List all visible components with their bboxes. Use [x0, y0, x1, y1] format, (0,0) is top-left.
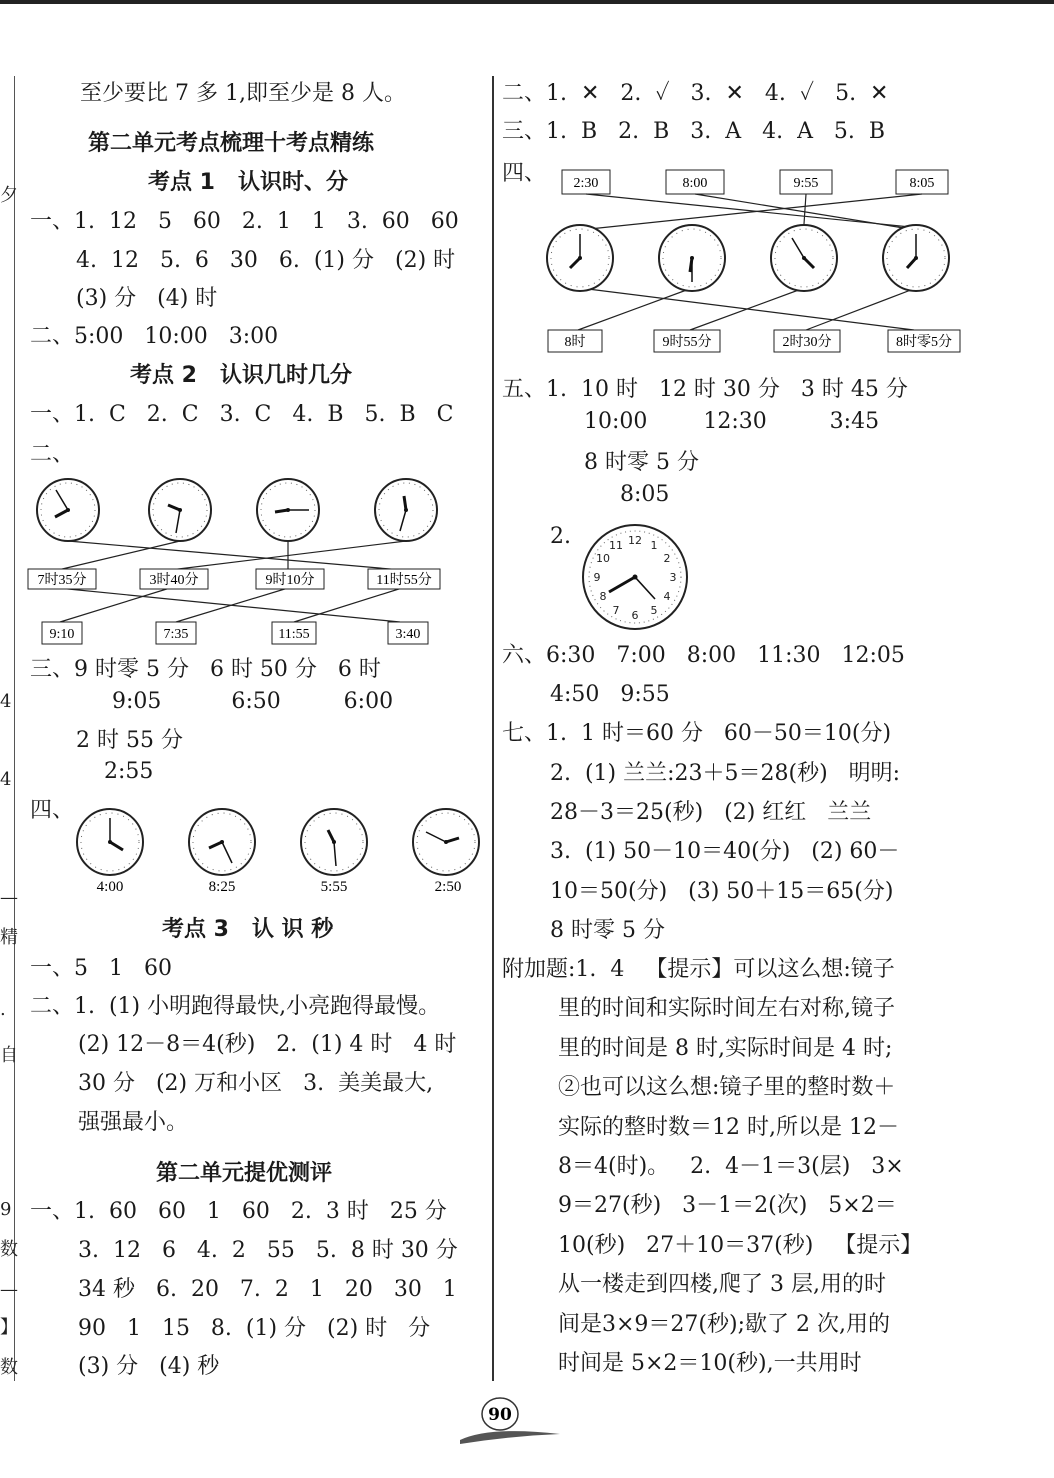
time-label: 9时55分	[662, 335, 712, 350]
clock-caption: 5:55	[320, 879, 348, 895]
answer-line: (3) 分 (4) 秒	[78, 1354, 220, 1379]
edge-fragment: 自	[0, 1045, 18, 1066]
svg-text:12: 12	[628, 534, 642, 547]
svg-text:8: 8	[599, 590, 607, 603]
answer-line: 2:55	[104, 759, 154, 784]
svg-text:4: 4	[663, 590, 671, 603]
answer-line: 三、9 时零 5 分 6 时 50 分 6 时	[30, 657, 381, 682]
answer-line: 二、1. ✕ 2. ✓ 3. ✕ 4. ✓ 5. ✕	[502, 81, 889, 106]
answer-line: 2. (1) 兰兰:23＋5＝28(秒) 明明:	[550, 761, 901, 786]
clock-icon	[149, 479, 211, 541]
clock-icon	[413, 809, 479, 875]
clock-matching-figure-right	[540, 168, 970, 358]
answer-line: 10(秒) 27＋10＝37(秒) 【提示】	[558, 1233, 923, 1258]
answer-line: 二、5:00 10:00 3:00	[30, 324, 279, 349]
svg-text:11: 11	[609, 539, 623, 552]
answer-line: (3) 分 (4) 时	[76, 286, 218, 311]
answer-line: 里的时间和实际时间左右对称,镜子	[558, 996, 895, 1021]
answer-line: 10:00 12:30 3:45	[584, 409, 880, 434]
answer-line: 8:05	[620, 482, 670, 507]
answer-line: 一、1. 12 5 60 2. 1 1 3. 60 60	[30, 209, 459, 234]
svg-text:5: 5	[650, 604, 658, 617]
edge-fragment: —	[0, 1279, 18, 1300]
time-label: 2:30	[573, 176, 599, 191]
answer-line: 4:50 9:55	[550, 682, 670, 707]
answer-line: ②也可以这么想:镜子里的整时数＋	[558, 1075, 896, 1100]
time-label: 7时35分	[37, 573, 87, 588]
answer-line: 10＝50(分) (3) 50＋15＝65(分)	[550, 879, 894, 904]
edge-fragment: 9	[0, 1199, 12, 1220]
answer-line: 二、1. (1) 小明跑得最快,小亮跑得最慢。	[30, 994, 441, 1019]
clock-icon	[189, 809, 255, 875]
svg-text:3: 3	[669, 571, 677, 584]
answer-line: 8＝4(时)。 2. 4－1＝3(层) 3×	[558, 1154, 904, 1179]
text-line: 至少要比 7 多 1,即至少是 8 人。	[80, 81, 406, 106]
edge-fragment: —	[0, 887, 18, 908]
svg-text:10: 10	[596, 552, 610, 565]
time-label: 7:35	[163, 627, 189, 642]
svg-text:2: 2	[663, 552, 671, 565]
answer-line: 二、	[30, 442, 75, 467]
time-label: 8:05	[909, 176, 935, 191]
time-label: 8时零5分	[896, 335, 952, 350]
answer-line: 34 秒 6. 20 7. 2 1 20 30 1	[78, 1277, 457, 1302]
clock-icon	[883, 225, 949, 291]
answer-line: 一、1. 60 60 1 60 2. 3 时 25 分	[30, 1199, 447, 1224]
clock-icon	[375, 479, 437, 541]
answer-line: 8 时零 5 分	[550, 918, 665, 943]
clock-caption: 8:25	[208, 879, 236, 895]
svg-text:7: 7	[612, 604, 620, 617]
top-edge-line	[0, 0, 1054, 4]
edge-fragment: 数	[0, 1239, 18, 1260]
answer-line: 一、1. C 2. C 3. C 4. B 5. B C	[30, 402, 454, 427]
drawn-clock-answer	[580, 522, 690, 632]
page-number-badge	[450, 1396, 570, 1452]
time-label: 9时10分	[265, 573, 315, 588]
time-label: 11:55	[278, 627, 310, 642]
answer-line: 时间是 5×2＝10(秒),一共用时	[558, 1351, 862, 1376]
answer-line: 4. 12 5. 6 30 6. (1) 分 (2) 时	[76, 248, 456, 273]
answer-line: 2.	[550, 524, 571, 549]
edge-fragment: 夕	[0, 185, 18, 206]
answer-line: 从一楼走到四楼,爬了 3 层,用的时	[558, 1272, 886, 1297]
clock-icon	[257, 479, 319, 541]
svg-text:6: 6	[631, 609, 639, 622]
answer-line: 四、	[502, 161, 547, 186]
clock-caption: 2:50	[434, 879, 462, 895]
edge-fragment: .	[0, 999, 6, 1020]
answer-line: 9:05 6:50 6:00	[112, 689, 394, 714]
answer-line: (2) 12－8＝4(秒) 2. (1) 4 时 4 时	[78, 1032, 457, 1057]
clock-icon	[77, 809, 143, 875]
section-heading: 第二单元考点梳理十考点精练	[88, 131, 375, 156]
answer-line: 90 1 15 8. (1) 分 (2) 时 分	[78, 1316, 431, 1341]
clock-icon	[659, 225, 725, 291]
section-heading: 考点 1 认识时、分	[148, 170, 348, 195]
answer-line: 2 时 55 分	[76, 728, 183, 753]
clock-icon	[547, 225, 613, 291]
clock-icon	[37, 479, 99, 541]
section-heading: 考点 2 认识几时几分	[130, 363, 352, 388]
answer-line: 三、1. B 2. B 3. A 4. A 5. B	[502, 119, 886, 144]
answer-line: 强强最小。	[78, 1110, 189, 1135]
answer-line: 28－3＝25(秒) (2) 红红 兰兰	[550, 800, 872, 825]
section-heading: 考点 3 认 识 秒	[162, 917, 334, 942]
time-label: 2时30分	[782, 335, 832, 350]
answer-line: 3. 12 6 4. 2 55 5. 8 时 30 分	[78, 1238, 458, 1263]
answer-line: 六、6:30 7:00 8:00 11:30 12:05	[502, 643, 905, 668]
time-label: 9:10	[49, 627, 75, 642]
answer-line: 8 时零 5 分	[584, 450, 699, 475]
page-number: 90	[488, 1405, 512, 1425]
answer-line: 附加题:1. 4 【提示】可以这么想:镜子	[502, 957, 895, 982]
clock-matching-figure-left	[20, 470, 460, 650]
answer-line: 实际的整时数＝12 时,所以是 12－	[558, 1115, 899, 1140]
edge-fragment: 】	[0, 1317, 18, 1338]
answer-line: 9＝27(秒) 3－1＝2(次) 5×2＝	[558, 1193, 897, 1218]
answer-line: 五、1. 10 时 12 时 30 分 3 时 45 分	[502, 377, 908, 402]
clock-icon	[771, 225, 837, 291]
time-label: 11时55分	[376, 573, 432, 588]
clock-drawing-row-left	[60, 800, 490, 900]
section-heading: 第二单元提优测评	[156, 1161, 333, 1186]
clock-icon	[301, 809, 367, 875]
answer-line: 七、1. 1 时＝60 分 60－50＝10(分)	[502, 721, 892, 746]
answer-line: 一、5 1 60	[30, 956, 172, 981]
left-margin-rule	[14, 76, 15, 1381]
time-label: 9:55	[793, 176, 819, 191]
time-label: 8:00	[682, 176, 708, 191]
edge-fragment: 4	[0, 769, 12, 790]
edge-fragment: 4	[0, 691, 12, 712]
time-label: 3:40	[395, 627, 421, 642]
answer-line: 里的时间是 8 时,实际时间是 4 时;	[558, 1036, 893, 1061]
answer-line: 30 分 (2) 万和小区 3. 美美最大,	[78, 1071, 434, 1096]
answer-line: 四、	[30, 798, 75, 823]
time-label: 3时40分	[149, 573, 199, 588]
clock-caption: 4:00	[96, 879, 124, 895]
edge-fragment: 数	[0, 1357, 18, 1378]
answer-line: 3. (1) 50－10＝40(分) (2) 60－	[550, 839, 900, 864]
column-divider	[492, 76, 494, 1381]
edge-fragment: 精	[0, 927, 18, 948]
svg-text:1: 1	[650, 539, 658, 552]
time-label: 8时	[564, 335, 586, 350]
clock-row	[37, 479, 437, 541]
answer-line: 间是3×9＝27(秒);歇了 2 次,用的	[558, 1312, 890, 1337]
svg-text:9: 9	[593, 571, 601, 584]
